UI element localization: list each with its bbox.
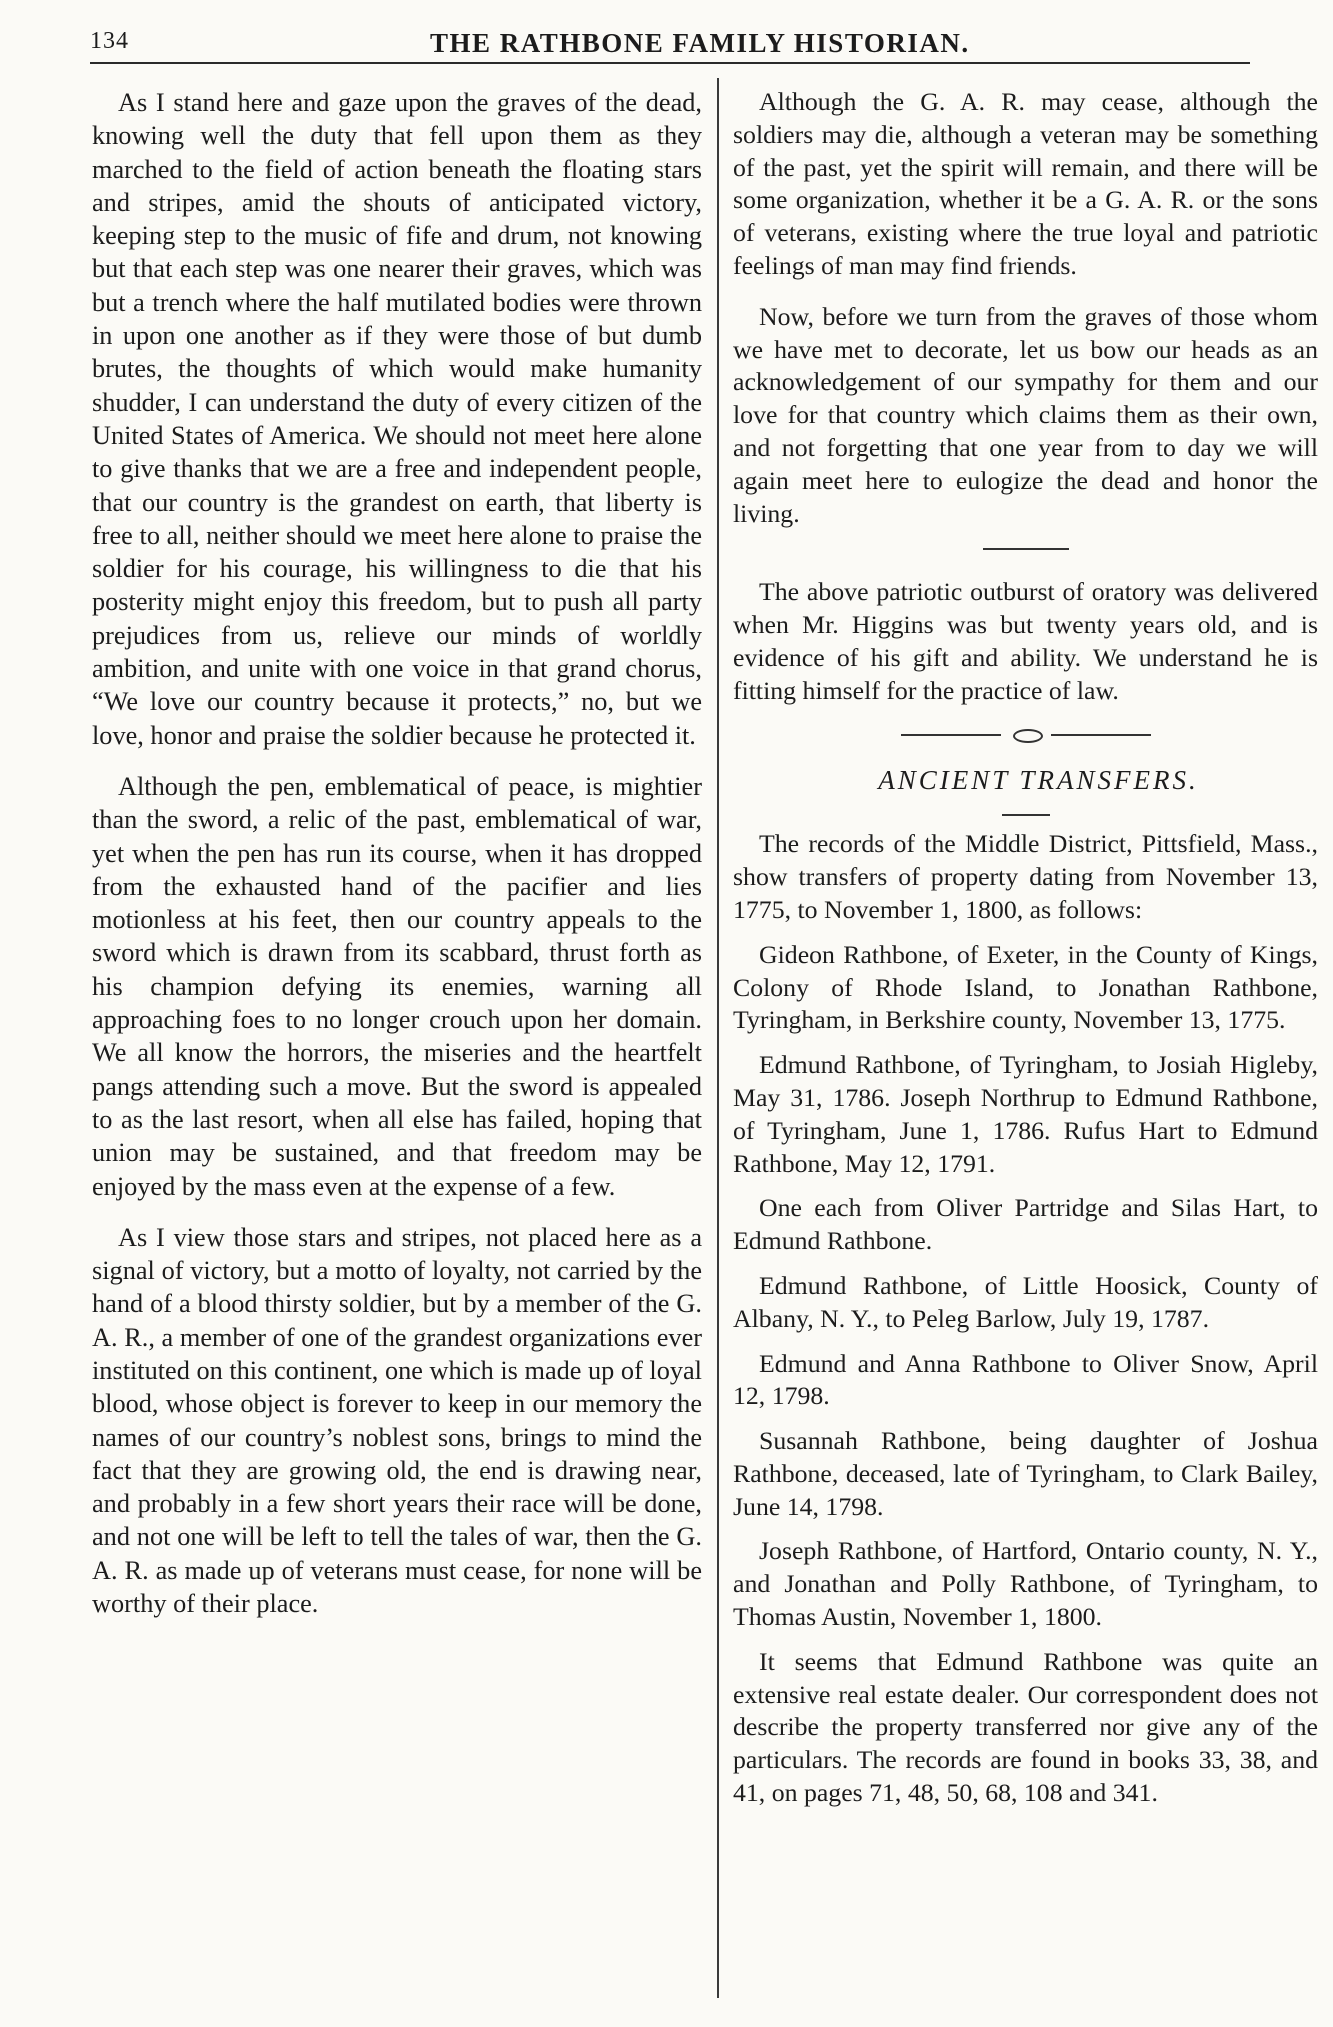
right-column [733,86,1318,1822]
article-paragraph: Although the pen, emblematical of peace, is mightier than the sword, a relic of the past, emblematical of war, yet when the pen has run its course, when it has dropped from the exhausted hand of the pacifier and lies motionless at his feet, then our country appeals to the sword which is drawn from its scabbard, thrust forth as his champion defying its enemies, warning all approaching foes to no longer crouch upon her domain. We all know the horrors, the miseries and the heartfelt pangs attending such a move. But the sword is appealed to as the last resort, when all else has failed, hoping that union may be sustained, and that freedom may be enjoyed by the mass even at the expense of a few. [92,771,702,1201]
transfer-entry: It seems that Edmund Rathbone was quite an extensive real estate dealer. Our correspondent does not describe the property transferred nor give any of the particulars. The records are found in books 33, 38, and 41, on pages 71, 48, 50, 68, 108 and 341. [733,1646,1318,1808]
article-paragraph: As I stand here and gaze upon the graves of the dead, knowing well the duty that fell upon them as they marched to the field of action beneath the floating stars and stripes, amid the shouts of anticipated victory, keeping step to the music of fife and drum, not knowing but that each step was one nearer their graves, which was but a trench where the half mutilated bodies were thrown in upon one another as if they were those of but dumb brutes, the thoughts of which would make humanity shudder, I can understand the duty of every citizen of the United States of America. We should not meet here alone to give thanks that we are a free and independent people, that our country is the grandest on earth, that liberty is free to all, neither should we meet here alone to praise the soldier for his courage, his willingness to die that his posterity might enjoy this freedom, but to push all party prejudices from us, relieve our minds of worldly ambition, and unite with one voice in that grand chorus, “We love our country because it protects,” no, but we love, honor and praise the soldier because he protected it. [92,88,702,750]
column-divider [717,78,719,1998]
ornamental-divider [901,728,1151,742]
editorial-note: The above patriotic outburst of oratory was delivered when Mr. Higgins was but twenty years old, and is evidence of his gift and ability. We understand he is fitting himself for the practice of law. [733,577,1318,705]
article-paragraph: As I view those stars and stripes, not placed here as a signal of victory, but a motto of loyalty, not carried by the hand of a blood thirsty soldier, but by a member of the G. A. R., a member of one of the grandest organizations ever instituted on this continent, one which is made up of loyal blood, whose object is forever to keep in our memory the names of our country’s noblest sons, brings to mind the fact that they are growing old, the end is drawing near, and probably in a few short years their race will be done, and not one will be left to tell the tales of war, then the G. A. R. as made up of veterans must cease, for none will be worthy of their place. [92,1222,702,1619]
page-number: 134 [90,28,129,54]
section-divider [983,548,1069,550]
section-title: ANCIENT TRANSFERS. [878,764,1199,795]
title-underline [1002,814,1050,816]
article-paragraph: Although the G. A. R. may cease, although the soldiers may die, although a veteran may be something of the past, yet the spirit will remain, and there will be some organization, whether it be a G. A. R. or the sons of veterans, existing where the true loyal and patriotic feelings of man may find friends. [733,87,1318,280]
article-paragraph: Now, before we turn from the graves of those whom we have met to decorate, let us bow our heads as an acknowledgement of our sympathy for them and our love for that country which claims them as their own, and not forgetting that one year from to day we will again meet here to eulogize the dead and honor the living. [733,301,1318,528]
header-rule [90,62,1250,64]
transfer-entry: One each from Oliver Partridge and Silas Hart, to Edmund Rathbone. [733,1193,1318,1256]
transfer-entry: The records of the Middle District, Pittsfield, Mass., show transfers of property dating from November 13, 1775, to November 1, 1800, as follows: [733,829,1318,924]
page-header [90,18,1250,64]
transfer-entry: Gideon Rathbone, of Exeter, in the County of Kings, Colony of Rhode Island, to Jonathan Rathbone, Tyringham, in Berkshire county, November 13, 1775. [733,939,1318,1035]
transfer-entry: Edmund and Anna Rathbone to Oliver Snow, April 12, 1798. [733,1348,1318,1411]
transfer-entry: Susannah Rathbone, being daughter of Joshua Rathbone, deceased, late of Tyringham, to Clark Bailey, June 14, 1798. [733,1426,1318,1521]
transfer-entry: Joseph Rathbone, of Hartford, Ontario county, N. Y., and Jonathan and Polly Rathbone, of Tyringham, to Thomas Austin, November 1, 1800. [733,1536,1318,1632]
transfer-entry: Edmund Rathbone, of Tyringham, to Josiah Higleby, May 31, 1786. Joseph Northrup to Edmund Rathbone, of Tyringham, June 1, 1786. Rufus Hart to Edmund Rathbone, May 12, 1791. [733,1050,1318,1178]
transfer-entry: Edmund Rathbone, of Little Hoosick, County of Albany, N. Y., to Peleg Barlow, July 19, 1787. [733,1270,1318,1333]
running-title: THE RATHBONE FAMILY HISTORIAN. [430,28,970,58]
left-column [92,86,702,1638]
